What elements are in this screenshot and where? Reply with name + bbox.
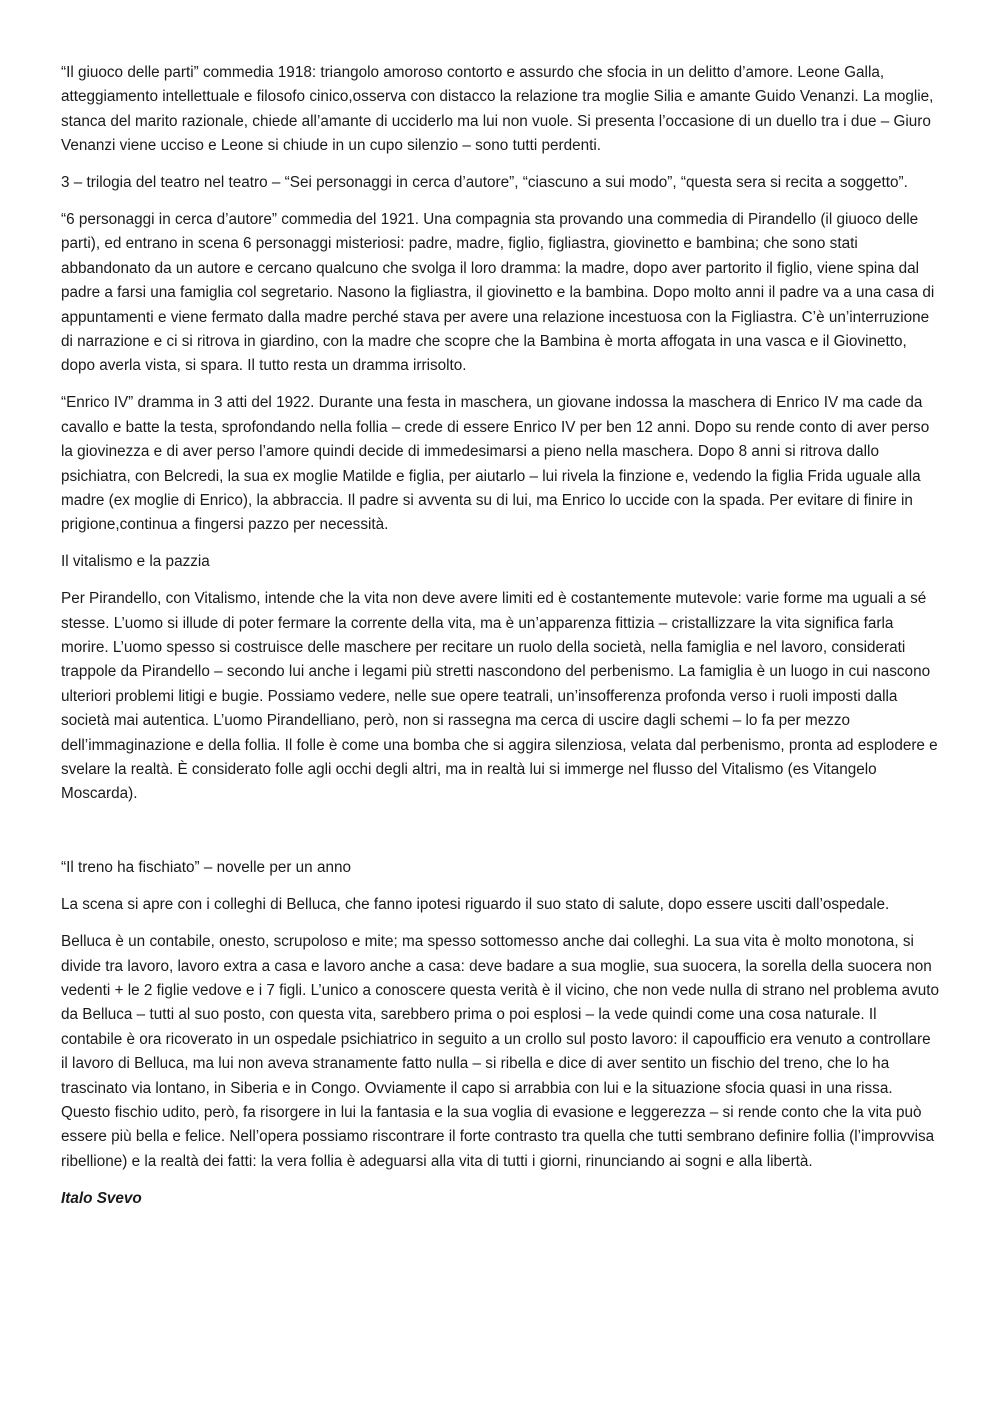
section-heading-italo-svevo: Italo Svevo	[61, 1189, 142, 1207]
paragraph-vitalismo: Per Pirandello, con Vitalismo, intende che la vita non deve avere limiti ed è costantemente mutevole: varie forme ma uguali a sé stesse. L’uomo si illude di poter fermare la corrente della vita, ma è un’apparenza fittizia – cristallizzare la vita significa farla morire. L’uomo spesso si costruisce delle maschere per recitare un ruolo della società, nella famiglia e nel lavoro, considerati trappole da Pirandello – secondo lui anche i legami più stretti nascondono del perbenismo. La famiglia è un luogo in cui nascono ulteriori problemi litigi e bugie. Possiamo vedere, nelle sue opere teatrali, un’insofferenza profonda verso i ruoli imposti dalla società mai autentica. L’uomo Pirandelliano, però, non si rassegna ma cerca di uscire dagli schemi – lo fa per mezzo dell’immaginazione e della follia. Il folle è come una bomba che si aggira silenziosa, velata dal perbenismo, pronta ad esplodere e svelare la realtà. È considerato folle agli occhi degli altri, ma in realtà lui si immerge nel flusso del Vitalismo (es Vitangelo Moscarda).	[61, 590, 938, 803]
document-page	[61, 61, 941, 1224]
paragraph-giuoco-delle-parti: “Il giuoco delle parti” commedia 1918: triangolo amoroso contorto e assurdo che sfocia in un delitto d’amore. Leone Galla, atteggiamento intellettuale e filosofo cinico,osserva con distacco la relazione tra moglie Silia e amante Guido Venanzi. La moglie, stanca del marito razionale, chiede all’amante di ucciderlo ma lui non vuole. Si presenta l’occasione di un duello tra i due – Giuro Venanzi viene ucciso e Leone si chiude in un cupo silenzio – sono tutti perdenti.	[61, 64, 934, 155]
paragraph-treno-intro: La scena si apre con i colleghi di Belluca, che fanno ipotesi riguardo il suo stato di salute, dopo essere usciti dall’ospedale.	[61, 896, 890, 914]
paragraph-trilogia: 3 – trilogia del teatro nel teatro – “Sei personaggi in cerca d’autore”, “ciascuno a sui modo”, “questa sera si recita a soggetto”.	[61, 174, 908, 192]
section-heading-vitalismo: Il vitalismo e la pazzia	[61, 553, 210, 571]
section-heading-treno: “Il treno ha fischiato” – novelle per un anno	[61, 859, 351, 877]
paragraph-enrico-iv: “Enrico IV” dramma in 3 atti del 1922. Durante una festa in maschera, un giovane indossa la maschera di Enrico IV ma cade da cavallo e batte la testa, sprofondando nella follia – crede di essere Enrico IV per ben 12 anni. Dopo su rende conto di aver perso la giovinezza e di aver perso l’amore quindi decide di immedesimarsi a pieno nella maschera. Dopo 8 anni si ritrova dallo psichiatra, con Belcredi, la sua ex moglie Matilde e figlia, per aiutarlo – lui rivela la finzione e, vedendo la figlia Frida uguale alla madre (ex moglie di Enrico), la abbraccia. Il padre si avventa su di lui, ma Enrico lo uccide con la spada. Per evitare di finire in prigione,continua a fingersi pazzo per necessità.	[61, 394, 930, 534]
blank-line	[61, 819, 941, 856]
paragraph-belluca: Belluca è un contabile, onesto, scrupoloso e mite; ma spesso sottomesso anche dai colleghi. La sua vita è molto monotona, si divide tra lavoro, lavoro extra a casa e lavoro anche a casa: deve badare a sua moglie, sua suocera, la sorella della suocera non vedenti + le 2 figlie vedove e i 7 figli. L’unico a conoscere questa verità è il vicino, che non vede nulla di strano nel problema avuto da Belluca – tutti al suo posto, con questa vita, sarebbero prima o poi esplosi – la vede quindi come una cosa naturale. Il contabile è ora ricoverato in un ospedale psichiatrico in seguito a un crollo sul posto lavoro: il capoufficio era venuto a controllare il lavoro di Belluca, ma lui non aveva stranamente fatto nulla – si ribella e dice di aver sentito un fischio del treno, che lo ha trascinato via lontano, in Siberia e in Congo. Ovviamente il capo si arrabbia con lui e la situazione sfocia quasi in una rissa. Questo fischio udito, però, fa risorgere in lui la fantasia e la sua voglia di evasione e leggerezza – si rende conto che la vita può essere più bella e felice. Nell’opera possiamo riscontrare il forte contrasto tra quella che tutti sembrano definire follia (l’improvvisa ribellione) e la realtà dei fatti: la vera follia è adeguarsi alla vita di tutti i giorni, rinunciando ai sogni e alla libertà.	[61, 933, 939, 1170]
paragraph-sei-personaggi: “6 personaggi in cerca d’autore” commedia del 1921. Una compagnia sta provando una commedia di Pirandello (il giuoco delle parti), ed entrano in scena 6 personaggi misteriosi: padre, madre, figlio, figliastra, giovinetto e bambina; che sono stati abbandonato da un autore e cercano qualcuno che svolga il loro dramma: la madre, dopo aver partorito il figlio, viene spina dal padre a farsi una famiglia col segretario. Nasono la figliastra, il giovinetto e la bambina. Dopo molto anni il padre va a una casa di appuntamenti e viene fermato dalla madre perché stava per avere una relazione incestuosa con la Figliastra. C’è un’interruzione di narrazione e ci si ritrova in giardino, con la madre che scopre che la Bambina è morta affogata in una vasca e il Giovinetto, dopo averla vista, si spara. Il tutto resta un dramma irrisolto.	[61, 211, 935, 375]
